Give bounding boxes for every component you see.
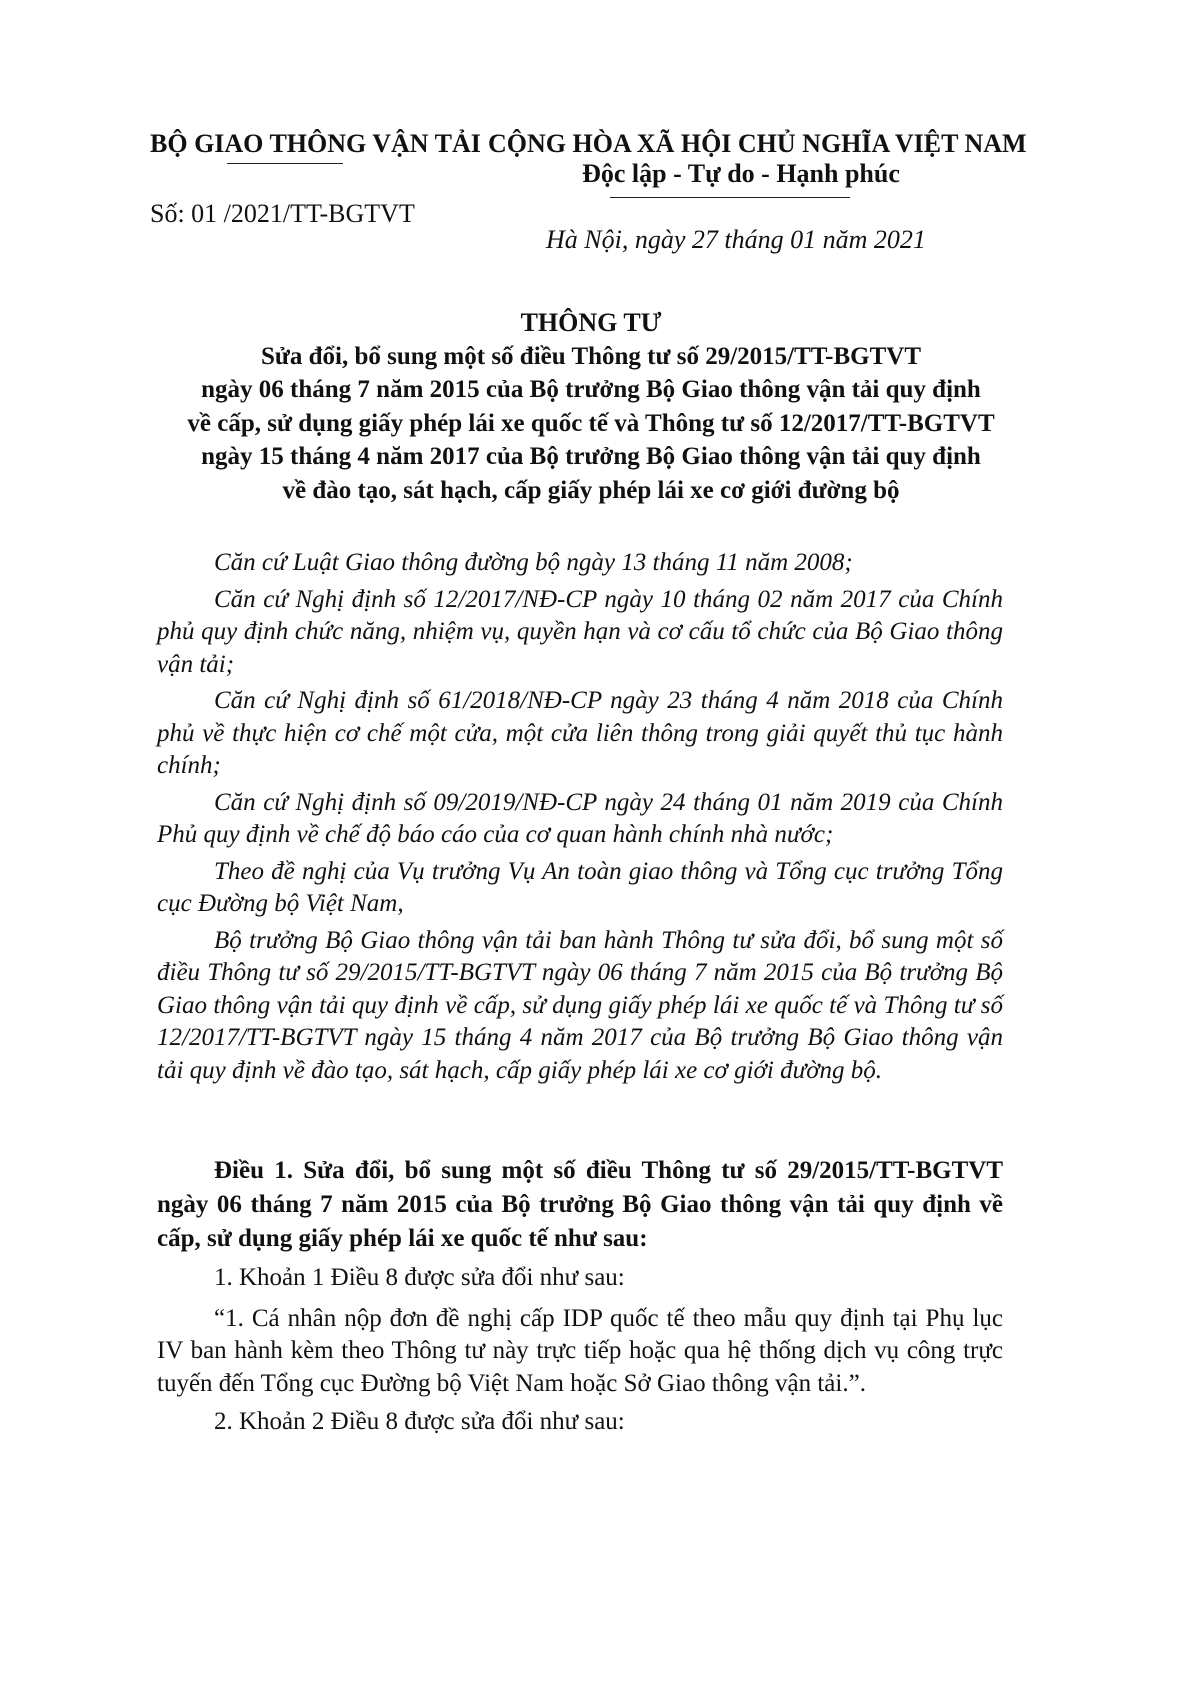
enactment-clause: Bộ trưởng Bộ Giao thông vận tải ban hành Thông tư sửa đổi, bổ sung một số điều Thông tư số 29/2015/TT-BGTVT ngày 06 tháng 7 năm 2015 của Bộ trưởng Bộ Giao thông vận tải quy định về cấp, sử dụng giấy phép lái xe quốc tế và Thông tư số 12/2017/TT-BGTVT ngày 15 tháng 4 năm 2017 của Bộ trưởng Bộ Giao thông vận tải quy định về đào tạo, sát hạch, cấp giấy phép lái xe cơ giới đường bộ. — [157, 926, 1003, 1084]
subtitle-line: ngày 06 tháng 7 năm 2015 của Bộ trưởng Bộ Giao thông vận tải quy định — [201, 376, 981, 403]
document-type: THÔNG TƯ — [520, 308, 662, 337]
national-title: CỘNG HÒA XÃ HỘI CHỦ NGHĨA VIỆT NAM — [488, 129, 1027, 158]
document-title-block — [120, 306, 1062, 507]
clause-1-content: “1. Cá nhân nộp đơn đề nghị cấp IDP quốc tế theo mẫu quy định tại Phụ lục IV ban hành kèm theo Thông tư này trực tiếp hoặc qua hệ thống dịch vụ công trực tuyến đến Tổng cục Đường bộ Việt Nam hoặc Sở Giao thông vận tải.”. — [157, 1304, 1003, 1397]
motto-underline — [610, 197, 850, 198]
issuing-agency: BỘ GIAO THÔNG VẬN TẢI — [150, 129, 481, 158]
legal-basis-2: Căn cứ Nghị định số 12/2017/NĐ-CP ngày 10 tháng 02 năm 2017 của Chính phủ quy định chức năng, nhiệm vụ, quyền hạn và cơ cấu tổ chức của Bộ Giao thông vận tải; — [157, 585, 1003, 678]
national-motto: Độc lập - Tự do - Hạnh phúc — [582, 159, 900, 188]
proposal-clause: Theo đề nghị của Vụ trưởng Vụ An toàn giao thông và Tổng cục trưởng Tổng cục Đường bộ Việt Nam, — [157, 857, 1003, 917]
legal-basis-4: Căn cứ Nghị định số 09/2019/NĐ-CP ngày 24 tháng 01 năm 2019 của Chính Phủ quy định về chế độ báo cáo của cơ quan hành chính nhà nước; — [157, 788, 1003, 848]
article-1-heading: Điều 1. Sửa đổi, bổ sung một số điều Thông tư số 29/2015/TT-BGTVT ngày 06 tháng 7 năm 2015 của Bộ trưởng Bộ Giao thông vận tải quy định về cấp, sử dụng giấy phép lái xe quốc tế như sau: — [157, 1157, 1003, 1252]
legal-basis-1: Căn cứ Luật Giao thông đường bộ ngày 13 tháng 11 năm 2008; — [214, 549, 853, 576]
clause-1-heading: 1. Khoản 1 Điều 8 được sửa đổi như sau: — [214, 1264, 625, 1291]
subtitle-line: ngày 15 tháng 4 năm 2017 của Bộ trưởng Bộ Giao thông vận tải quy định — [201, 443, 981, 470]
preamble — [157, 547, 1003, 1087]
clause-2-heading: 2. Khoản 2 Điều 8 được sửa đổi như sau: — [214, 1408, 625, 1435]
legal-basis-3: Căn cứ Nghị định số 61/2018/NĐ-CP ngày 23 tháng 4 năm 2018 của Chính phủ về thực hiện cơ chế một cửa, một cửa liên thông trong giải quyết thủ tục hành chính; — [157, 687, 1003, 779]
document-body — [157, 1154, 1003, 1439]
agency-underline — [227, 163, 343, 164]
subtitle-line: về đào tạo, sát hạch, cấp giấy phép lái xe cơ giới đường bộ — [282, 476, 900, 504]
subtitle-line: về cấp, sử dụng giấy phép lái xe quốc tế và Thông tư số 12/2017/TT-BGTVT — [187, 409, 995, 437]
place-date: Hà Nội, ngày 27 tháng 01 năm 2021 — [546, 225, 926, 254]
subtitle-line: Sửa đổi, bổ sung một số điều Thông tư số 29/2015/TT-BGTVT — [260, 342, 922, 370]
document-number: Số: 01 /2021/TT-BGTVT — [150, 199, 415, 228]
